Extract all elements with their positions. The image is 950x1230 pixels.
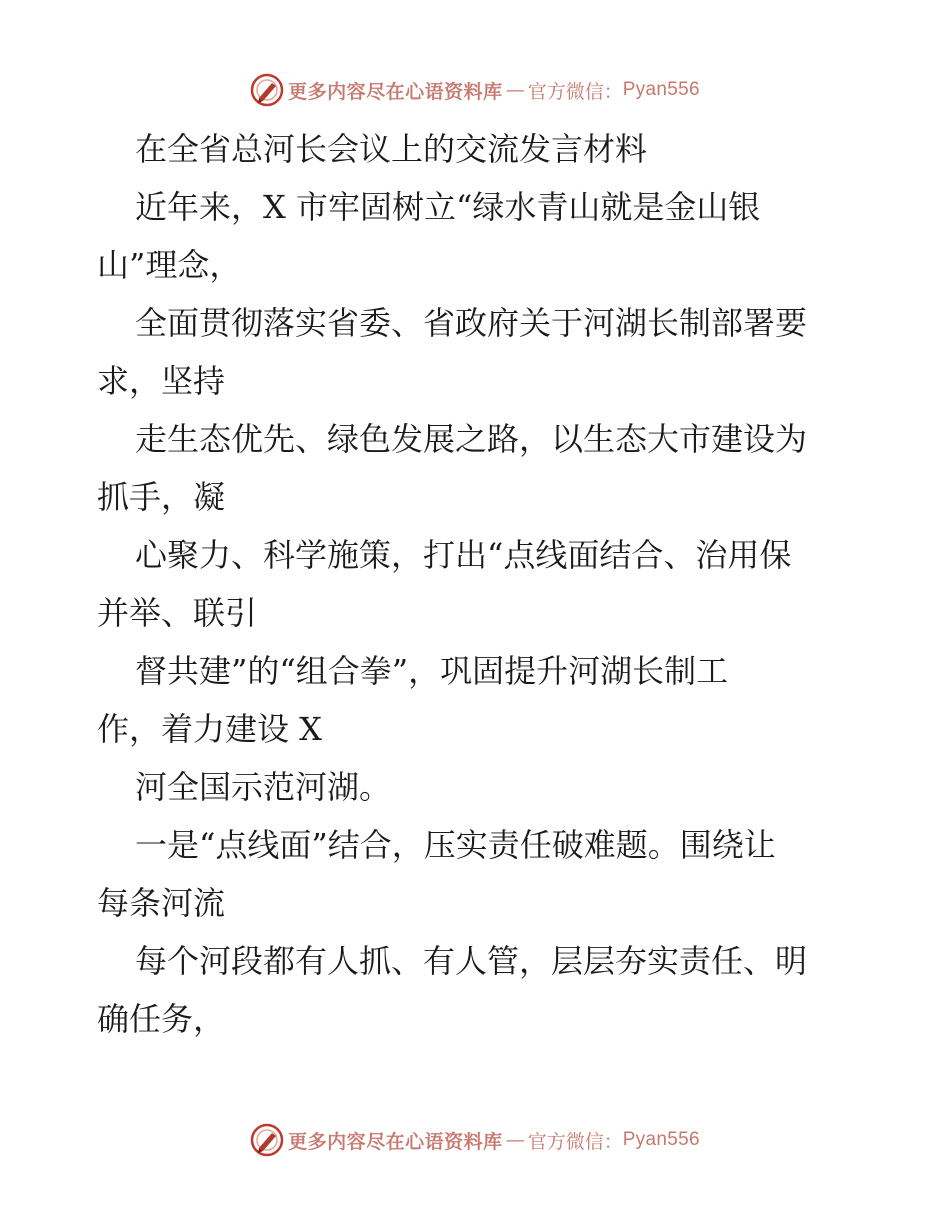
watermark-separator: —	[505, 1129, 525, 1151]
document-body	[97, 120, 857, 1048]
paragraph-line: 作，着力建设 X	[97, 710, 322, 748]
header-watermark	[0, 70, 950, 110]
paragraph-line: 一是“点线面”结合，压实责任破难题。围绕让	[135, 826, 776, 864]
paragraph-line: 求，坚持	[97, 362, 226, 400]
paragraph-line: 山”理念，	[97, 246, 242, 284]
watermark-brand: 更多内容尽在心语资料库	[288, 80, 503, 103]
paragraph-line: 全面贯彻落实省委、省政府关于河湖长制部署要	[135, 304, 808, 342]
paragraph-line: 每个河段都有人抓、有人管，层层夯实责任、明	[135, 942, 808, 980]
pen-logo-icon	[250, 73, 284, 107]
paragraph-line: 走生态优先、绿色发展之路，以生态大市建设为	[135, 420, 808, 458]
watermark-brand: 更多内容尽在心语资料库	[288, 1130, 503, 1153]
paragraph-line: 心聚力、科学施策，打出“点线面结合、治用保	[135, 536, 792, 574]
footer-watermark	[0, 1120, 950, 1160]
paragraph-line: 抓手，凝	[97, 478, 226, 516]
pen-logo-icon	[250, 1123, 284, 1157]
paragraph-line: 每条河流	[97, 884, 226, 922]
watermark-separator: —	[505, 79, 525, 101]
paragraph-line: 近年来，X 市牢固树立“绿水青山就是金山银	[135, 188, 761, 226]
document-title: 在全省总河长会议上的交流发言材料	[135, 130, 648, 168]
watermark-official-label: 官方微信：	[527, 80, 623, 103]
watermark-account: Pyan556	[622, 79, 700, 100]
paragraph-line: 督共建”的“组合拳”，巩固提升河湖长制工	[135, 652, 729, 690]
paragraph-line: 并举、联引	[97, 594, 258, 632]
paragraph-line: 确任务，	[97, 1000, 226, 1038]
watermark-account: Pyan556	[622, 1129, 700, 1150]
watermark-official-label: 官方微信：	[527, 1130, 623, 1153]
paragraph-line: 河全国示范河湖。	[135, 768, 392, 806]
